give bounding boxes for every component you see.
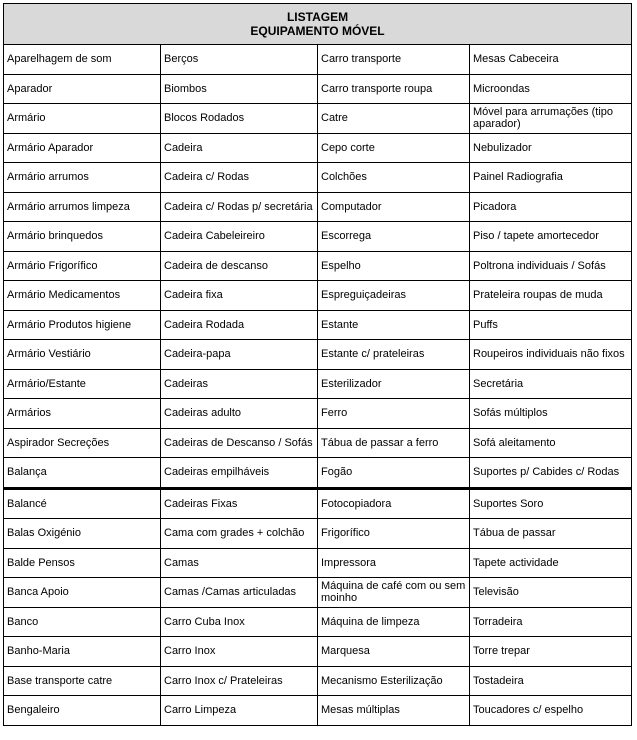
table-row <box>4 519 632 549</box>
table-cell: Prateleira roupas de muda <box>470 281 632 311</box>
header-row <box>4 4 632 45</box>
table-cell: Mecanismo Esterilização <box>318 666 470 696</box>
table-cell: Balança <box>4 458 161 489</box>
table-row <box>4 637 632 667</box>
table-row <box>4 45 632 75</box>
equipment-listing <box>3 3 631 726</box>
table-cell: Espelho <box>318 251 470 281</box>
table-cell: Sofás múltiplos <box>470 399 632 429</box>
table-cell: Microondas <box>470 74 632 104</box>
table-cell: Poltrona individuais / Sofás <box>470 251 632 281</box>
table-row <box>4 696 632 726</box>
table-row <box>4 399 632 429</box>
table-row <box>4 310 632 340</box>
table-cell: Carro transporte roupa <box>318 74 470 104</box>
table-cell: Cadeira Cabeleireiro <box>161 222 318 252</box>
table-cell: Armário/Estante <box>4 369 161 399</box>
table-cell: Biombos <box>161 74 318 104</box>
table-cell: Torre trepar <box>470 637 632 667</box>
table-cell: Cadeiras de Descanso / Sofás <box>161 428 318 458</box>
table-row <box>4 666 632 696</box>
table-cell: Sofá aleitamento <box>470 428 632 458</box>
table-row <box>4 104 632 134</box>
table-cell: Armário brinquedos <box>4 222 161 252</box>
table-cell: Picadora <box>470 192 632 222</box>
table-row <box>4 133 632 163</box>
table-cell: Estante c/ prateleiras <box>318 340 470 370</box>
table-cell: Estante <box>318 310 470 340</box>
table-row <box>4 192 632 222</box>
table-cell: Armário arrumos limpeza <box>4 192 161 222</box>
table-cell: Banho-Maria <box>4 637 161 667</box>
table-cell: Armário Frigorífico <box>4 251 161 281</box>
table-cell: Toucadores c/ espelho <box>470 696 632 726</box>
table-row <box>4 251 632 281</box>
table-cell: Esterilizador <box>318 369 470 399</box>
table-row <box>4 428 632 458</box>
table-cell: Armário Medicamentos <box>4 281 161 311</box>
title-line-1: LISTAGEM <box>286 10 349 24</box>
table-cell: Bengaleiro <box>4 696 161 726</box>
table-cell: Armário Vestiário <box>4 340 161 370</box>
table-cell: Carro Inox c/ Prateleiras <box>161 666 318 696</box>
table-cell: Espreguiçadeiras <box>318 281 470 311</box>
table-cell: Cadeira c/ Rodas p/ secretária <box>161 192 318 222</box>
table-cell: Berços <box>161 45 318 75</box>
table-cell: Suportes Soro <box>470 488 632 519</box>
table-cell: Balas Oxigénio <box>4 519 161 549</box>
table-cell: Carro transporte <box>318 45 470 75</box>
table-cell: Banca Apoio <box>4 578 161 608</box>
table-cell: Balde Pensos <box>4 548 161 578</box>
table-cell: Colchões <box>318 163 470 193</box>
table-cell: Cadeiras adulto <box>161 399 318 429</box>
table-cell: Carro Limpeza <box>161 696 318 726</box>
table-row <box>4 340 632 370</box>
table-cell: Armário Produtos higiene <box>4 310 161 340</box>
table-row <box>4 548 632 578</box>
table-cell: Painel Radiografia <box>470 163 632 193</box>
table-cell: Cepo corte <box>318 133 470 163</box>
table-cell: Mesas Cabeceira <box>470 45 632 75</box>
table-cell: Móvel para arrumações (tipo aparador) <box>470 104 632 134</box>
table-cell: Fogão <box>318 458 470 489</box>
table-section-bottom <box>4 488 632 725</box>
table-cell: Torradeira <box>470 607 632 637</box>
table-cell: Tábua de passar <box>470 519 632 549</box>
table-cell: Fotocopiadora <box>318 488 470 519</box>
table-cell: Piso / tapete amortecedor <box>470 222 632 252</box>
table-cell: Máquina de café com ou sem moinho <box>318 578 470 608</box>
table-cell: Aspirador Secreções <box>4 428 161 458</box>
table-row <box>4 74 632 104</box>
table-cell: Carro Inox <box>161 637 318 667</box>
table-cell: Camas <box>161 548 318 578</box>
title-line-2: EQUIPAMENTO MÓVEL <box>250 24 385 38</box>
table-row <box>4 488 632 519</box>
table-cell: Aparelhagem de som <box>4 45 161 75</box>
table-cell: Mesas múltiplas <box>318 696 470 726</box>
table-cell: Balancé <box>4 488 161 519</box>
table-cell: Roupeiros individuais não fixos <box>470 340 632 370</box>
table-row <box>4 607 632 637</box>
table-row <box>4 222 632 252</box>
table-cell: Carro Cuba Inox <box>161 607 318 637</box>
table-cell: Armário arrumos <box>4 163 161 193</box>
table-cell: Máquina de limpeza <box>318 607 470 637</box>
table-cell: Base transporte catre <box>4 666 161 696</box>
table-row <box>4 578 632 608</box>
table-cell: Armário Aparador <box>4 133 161 163</box>
table-cell: Frigorífico <box>318 519 470 549</box>
table-cell: Puffs <box>470 310 632 340</box>
table-cell: Cadeira de descanso <box>161 251 318 281</box>
table-row <box>4 369 632 399</box>
table-row <box>4 458 632 489</box>
table-cell: Televisão <box>470 578 632 608</box>
table-cell: Impressora <box>318 548 470 578</box>
table-cell: Tábua de passar a ferro <box>318 428 470 458</box>
table-cell: Armário <box>4 104 161 134</box>
table-cell: Tostadeira <box>470 666 632 696</box>
table-cell: Cadeira <box>161 133 318 163</box>
table-cell: Ferro <box>318 399 470 429</box>
table-cell: Cadeiras <box>161 369 318 399</box>
table-cell: Cadeira-papa <box>161 340 318 370</box>
table-cell: Computador <box>318 192 470 222</box>
table-cell: Suportes p/ Cabides c/ Rodas <box>470 458 632 489</box>
table-cell: Escorrega <box>318 222 470 252</box>
table-cell: Aparador <box>4 74 161 104</box>
table-cell: Cadeiras Fixas <box>161 488 318 519</box>
equipment-table <box>3 3 632 726</box>
table-cell: Cadeira fixa <box>161 281 318 311</box>
table-cell: Camas /Camas articuladas <box>161 578 318 608</box>
table-cell: Armários <box>4 399 161 429</box>
table-cell: Blocos Rodados <box>161 104 318 134</box>
table-cell: Catre <box>318 104 470 134</box>
table-section-top <box>4 45 632 489</box>
table-cell: Banco <box>4 607 161 637</box>
table-row <box>4 281 632 311</box>
table-cell: Cadeira c/ Rodas <box>161 163 318 193</box>
table-cell: Cadeira Rodada <box>161 310 318 340</box>
table-cell: Tapete actividade <box>470 548 632 578</box>
table-cell: Nebulizador <box>470 133 632 163</box>
table-cell: Cama com grades + colchão <box>161 519 318 549</box>
table-cell: Marquesa <box>318 637 470 667</box>
table-title <box>4 4 632 45</box>
table-cell: Cadeiras empilháveis <box>161 458 318 489</box>
table-cell: Secretária <box>470 369 632 399</box>
table-row <box>4 163 632 193</box>
